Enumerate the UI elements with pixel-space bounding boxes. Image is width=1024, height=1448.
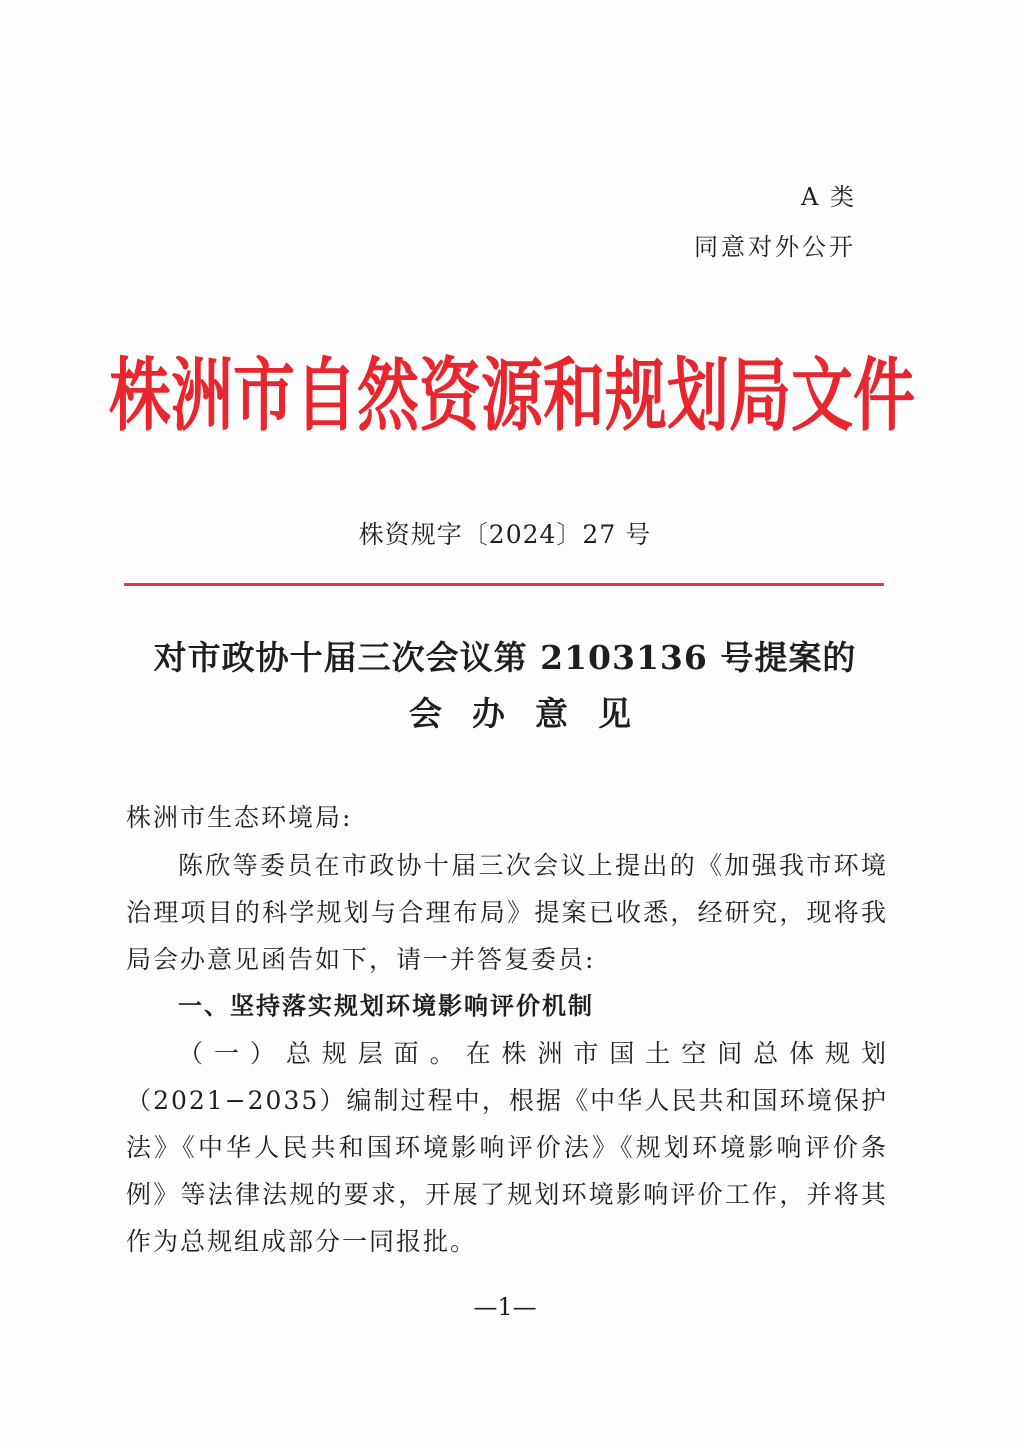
classification-label: A 类 xyxy=(801,183,856,211)
section-paragraph: （一）总规层面。在株洲市国土空间总体规划（2021−2035）编制过程中，根据《中华人民共和国环境保护法》《中华人民共和国环境影响评价法》《规划环境影响评价条例》等法律法规的要求，开展了规划环境影响评价工作，并将其作为总规组成部分一同报批。 xyxy=(126,1039,888,1256)
section-heading: 一、坚持落实规划环境影响评价机制 xyxy=(178,992,594,1020)
red-divider-line xyxy=(124,583,884,586)
salutation: 株洲市生态环境局: xyxy=(126,803,353,832)
document-body xyxy=(126,798,888,1265)
document-number: 株资规字〔2024〕27 号 xyxy=(358,520,652,549)
document-title-line-2: 会办意见 xyxy=(409,694,661,733)
disclosure-label: 同意对外公开 xyxy=(694,233,856,261)
masthead-title: 株洲市自然资源和规划局文件 xyxy=(108,348,915,443)
intro-paragraph: 陈欣等委员在市政协十届三次会议上提出的《加强我市环境治理项目的科学规划与合理布局》提案已收悉，经研究，现将我局会办意见函告如下，请一并答复委员: xyxy=(126,851,888,974)
document-title-line-1: 对市政协十届三次会议第 2103136 号提案的 xyxy=(153,638,857,677)
page-number: —1— xyxy=(473,1293,537,1321)
